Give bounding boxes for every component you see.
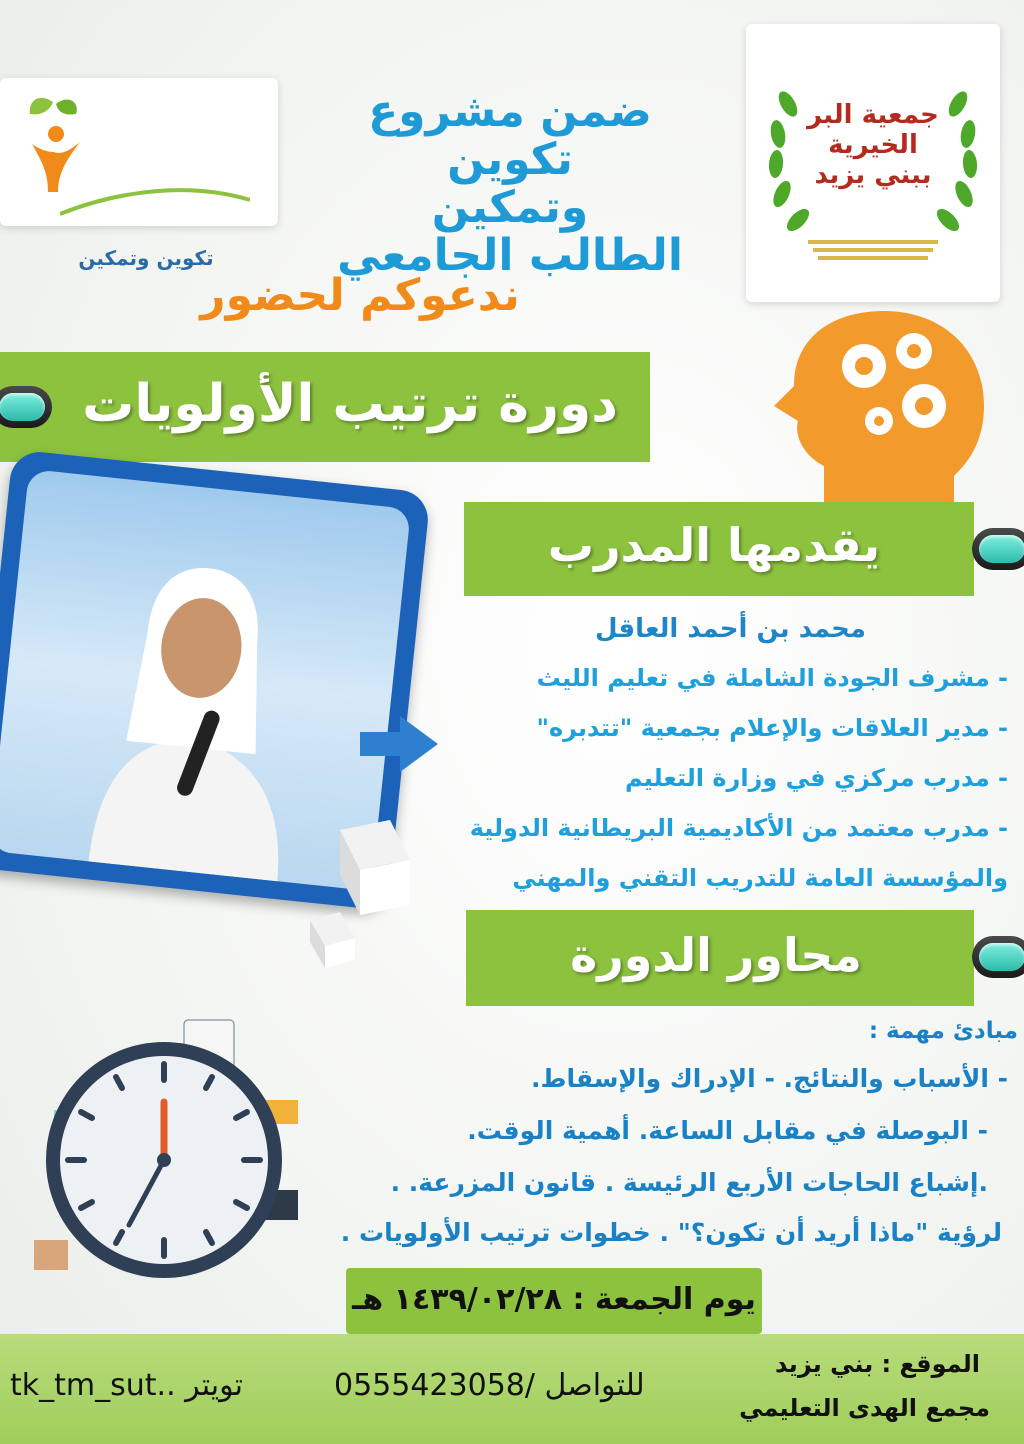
twitter-handle: tk_tm_sut.. تويتر <box>10 1368 243 1403</box>
location-line-1: الموقع : بني يزيد <box>774 1350 980 1378</box>
charity-logo-text: جمعية البر الخيرية ببني يزيد <box>807 100 939 190</box>
capsule-ornament-right-1 <box>972 528 1024 570</box>
date-box <box>346 1268 762 1334</box>
topic-line-4: لرؤية "ماذا أريد أن تكون؟" . خطوات ترتيب الأولويات . <box>340 1218 1002 1247</box>
capsule-ornament-right-2 <box>972 936 1024 978</box>
topics-intro: مبادئ مهمة : <box>868 1018 1018 1044</box>
invite-text: ندعوكم لحضور <box>200 270 520 321</box>
head-gears-icon <box>754 306 1004 506</box>
topic-line-2: - البوصلة في مقابل الساعة. أهمية الوقت. <box>467 1116 988 1145</box>
project-headline <box>300 88 720 280</box>
bio-line-1: - مشرف الجودة الشاملة في تعليم الليث <box>536 664 1008 692</box>
course-title: دورة ترتيب الأولويات <box>82 374 618 434</box>
bio-line-2: - مدير العلاقات والإعلام بجمعية "تتدبره" <box>536 714 1008 742</box>
event-date: يوم الجمعة : ١٤٣٩/٠٢/٢٨ هـ <box>352 1282 756 1317</box>
headline-line-1: ضمن مشروع تكوين <box>368 86 652 185</box>
charity-logo-card <box>746 24 1000 302</box>
bio-line-4: - مدرب معتمد من الأكاديمية البريطانية الدولية <box>469 814 1008 842</box>
clock-illustration-icon <box>14 990 324 1310</box>
trainer-heading: يقدمها المدرب <box>547 518 881 572</box>
topic-line-1: - الأسباب والنتائج. - الإدراك والإسقاط. <box>531 1064 1008 1093</box>
swoosh-line-icon <box>60 186 250 216</box>
headline-line-2: وتمكين <box>431 182 589 233</box>
trainer-heading-bar <box>464 502 974 596</box>
bio-line-5: والمؤسسة العامة للتدريب التقني والمهني <box>512 864 1008 892</box>
footer-bar <box>0 1334 1024 1444</box>
course-title-bar <box>0 352 650 462</box>
project-logo-card <box>0 78 278 270</box>
location-line-2: مجمع الهدى التعليمي <box>739 1394 990 1422</box>
project-logo-text: تكوين وتمكين <box>78 246 214 270</box>
bio-line-3: - مدرب مركزي في وزارة التعليم <box>624 764 1008 792</box>
contact-phone: 0555423058/ للتواصل <box>334 1368 645 1403</box>
topics-heading: محاور الدورة <box>570 928 862 982</box>
cube-decoration-icon <box>300 820 420 970</box>
headline-line-3: الطالب الجامعي <box>337 230 683 281</box>
topic-line-3: .إشباع الحاجات الأربع الرئيسة . قانون المزرعة. . <box>390 1168 988 1197</box>
trainer-name: محمد بن أحمد العاقل <box>594 614 866 644</box>
topics-heading-bar <box>466 910 974 1006</box>
capsule-ornament-left <box>0 386 52 428</box>
